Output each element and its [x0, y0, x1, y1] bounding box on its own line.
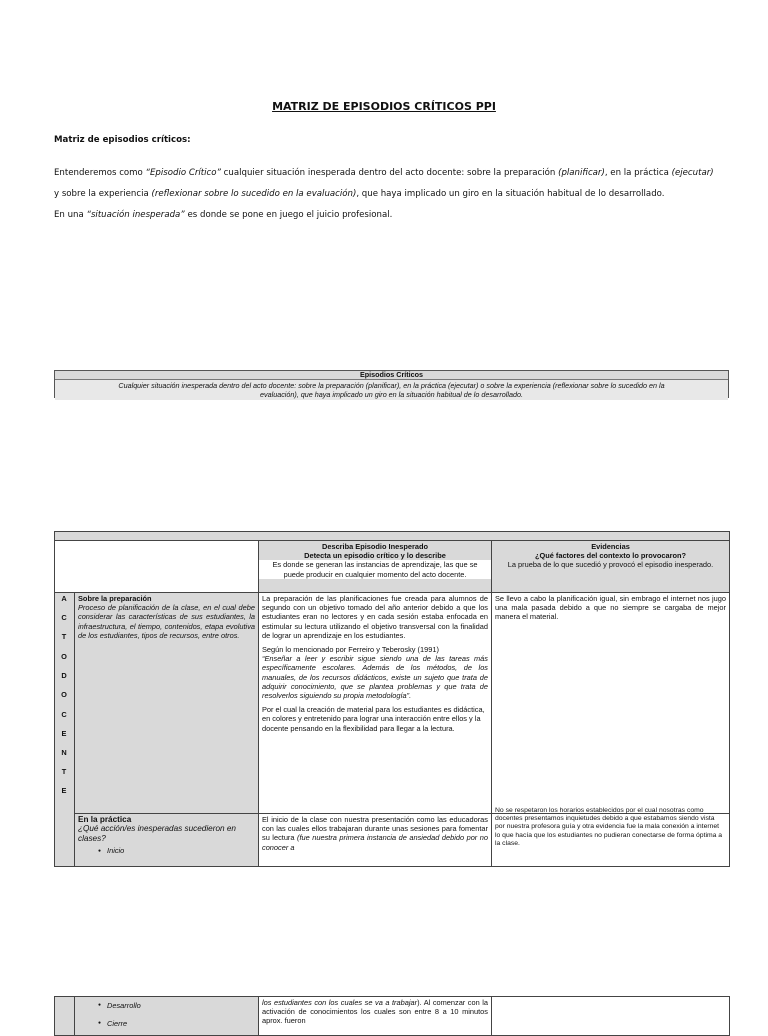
- vertical-letter: N: [61, 748, 67, 757]
- row-practica-evidence: No se respetaron los horarios establecidos por el cual nosotras como docentes presentamos inquietudes debido a que estabamos siendo vista por nuestra profesora guía y otra evidencia fue la mala conexión a internet lo que hacía que los estudiantes no pudieran conectarse de forma óptima a la clase.: [491, 813, 730, 867]
- definition-box: [54, 370, 729, 398]
- vertical-letter: E: [61, 729, 67, 738]
- row-practica-evidence: [491, 996, 730, 1036]
- row-practica-label-cell: [74, 813, 259, 867]
- vertical-letter: O: [61, 690, 67, 699]
- row-label: Sobre la preparación: [78, 594, 152, 603]
- list-item: ● Cierre: [98, 1019, 255, 1029]
- list-item: ● Desarrollo: [98, 1001, 255, 1011]
- header-empty-cell: [54, 540, 259, 593]
- vertical-letter: O: [61, 652, 67, 661]
- definition-heading: Episodios Críticos: [55, 371, 728, 380]
- intro-paragraph-2: En una “situación inesperada” es donde se pone en juego el juicio profesional.: [54, 210, 393, 220]
- vertical-letter: D: [61, 671, 67, 680]
- definition-body: Cualquier situación inesperada dentro del acto docente: sobre la preparación (planificar), en la práctica (ejecutar) o sobre la experiencia (reflexionar sobre lo sucedido en la evaluación), que haya implicado un giro en la situación habitual de lo desarrollado.: [55, 380, 728, 400]
- document-title: MATRIZ DE EPISODIOS CRÍTICOS PPI: [272, 100, 496, 113]
- section-subtitle: Matriz de episodios críticos:: [54, 135, 191, 145]
- row-preparacion-label-cell: [74, 592, 259, 814]
- vertical-letter: T: [61, 632, 67, 641]
- list-item: ● Inicio: [98, 846, 255, 856]
- vertical-letter: C: [61, 710, 67, 719]
- row-preparacion-episode: La preparación de las planificaciones fue creada para alumnos de segundo con un objetivo tomado del año anterior debido a que los estudiantes eran no lectores y en cada sesión estaba enfocada en estimular su lectura utilizando el objetivo transversal con la finalidad de lograr un aprendizaje en los estudiantes. Según lo mencionado por Ferreiro y Teberosky (1991) “Enseñar a leer y escribir sigue siendo una de las tareas más específicamente escolares. Además de los métodos, de los manuales, de los recursos didácticos, existe un sujeto que trata de adquirir conocimiento, que se plantea problemas y que trata de resolverlos siguiendo su propia metodología”. Por el cual la creación de material para los estudiantes es didáctica, en colores y entretenido para lograr una interacción entre ellos y la docente pensando en la flexibilidad para llegar a la lectura.: [258, 592, 492, 814]
- row-practica-label-cell: [74, 996, 259, 1036]
- intro-paragraph: Entenderemos como “Episodio Crítico” cualquier situación inesperada dentro del acto docente: sobre la preparación (planificar), en la práctica (ejecutar) y sobre la experiencia (reflexionar sobre lo sucedido en la evaluación), que haya implicado un giro en la situación habitual de lo desarrollado.: [54, 168, 714, 199]
- vertical-letter: A: [61, 594, 67, 603]
- vertical-letter: C: [61, 613, 67, 622]
- header-evidence: Evidencias ¿Qué factores del contexto lo provocaron? La prueba de lo que sucedió y provocó el episodio inesperado.: [491, 540, 730, 593]
- vertical-letter: T: [61, 767, 67, 776]
- row-preparacion-evidence: Se llevo a cabo la planificación igual, sin embrago el internet nos jugo una mala pasada debido a que no siempre se cargaba de mejor manera el material.: [491, 592, 730, 814]
- acto-docente-column: [54, 996, 75, 1036]
- row-description: ¿Qué acción/es inesperadas sucedieron en clases?: [78, 824, 236, 843]
- vertical-letter: E: [61, 786, 67, 795]
- row-label: En la práctica: [78, 815, 132, 824]
- header-episode: Describa Episodio Inesperado Detecta un episodio crítico y lo describe Es donde se generan las instancias de aprendizaje, las que se puede producir en cualquier momento del acto docente.: [258, 540, 492, 593]
- row-practica-episode: El inicio de la clase con nuestra presentación como las educadoras con las cuales ellos trabajaran durante unas sesiones para fomentar su lectura (fue nuestra primera instancia de ansiedad debido por no conocer a: [258, 813, 492, 867]
- row-description: Proceso de planificación de la clase, en el cual debe considerar las características de sus estudiantes, la infraestructura, el tiempo, contenidos, etapa evolutiva de los estudiantes, tipos de recursos, entre otros.: [78, 603, 255, 640]
- row-practica-episode: los estudiantes con los cuales se va a trabajar). Al comenzar con la activación de conocimientos los cuales son entre 8 a 10 minutos aprox. fueron: [258, 996, 492, 1036]
